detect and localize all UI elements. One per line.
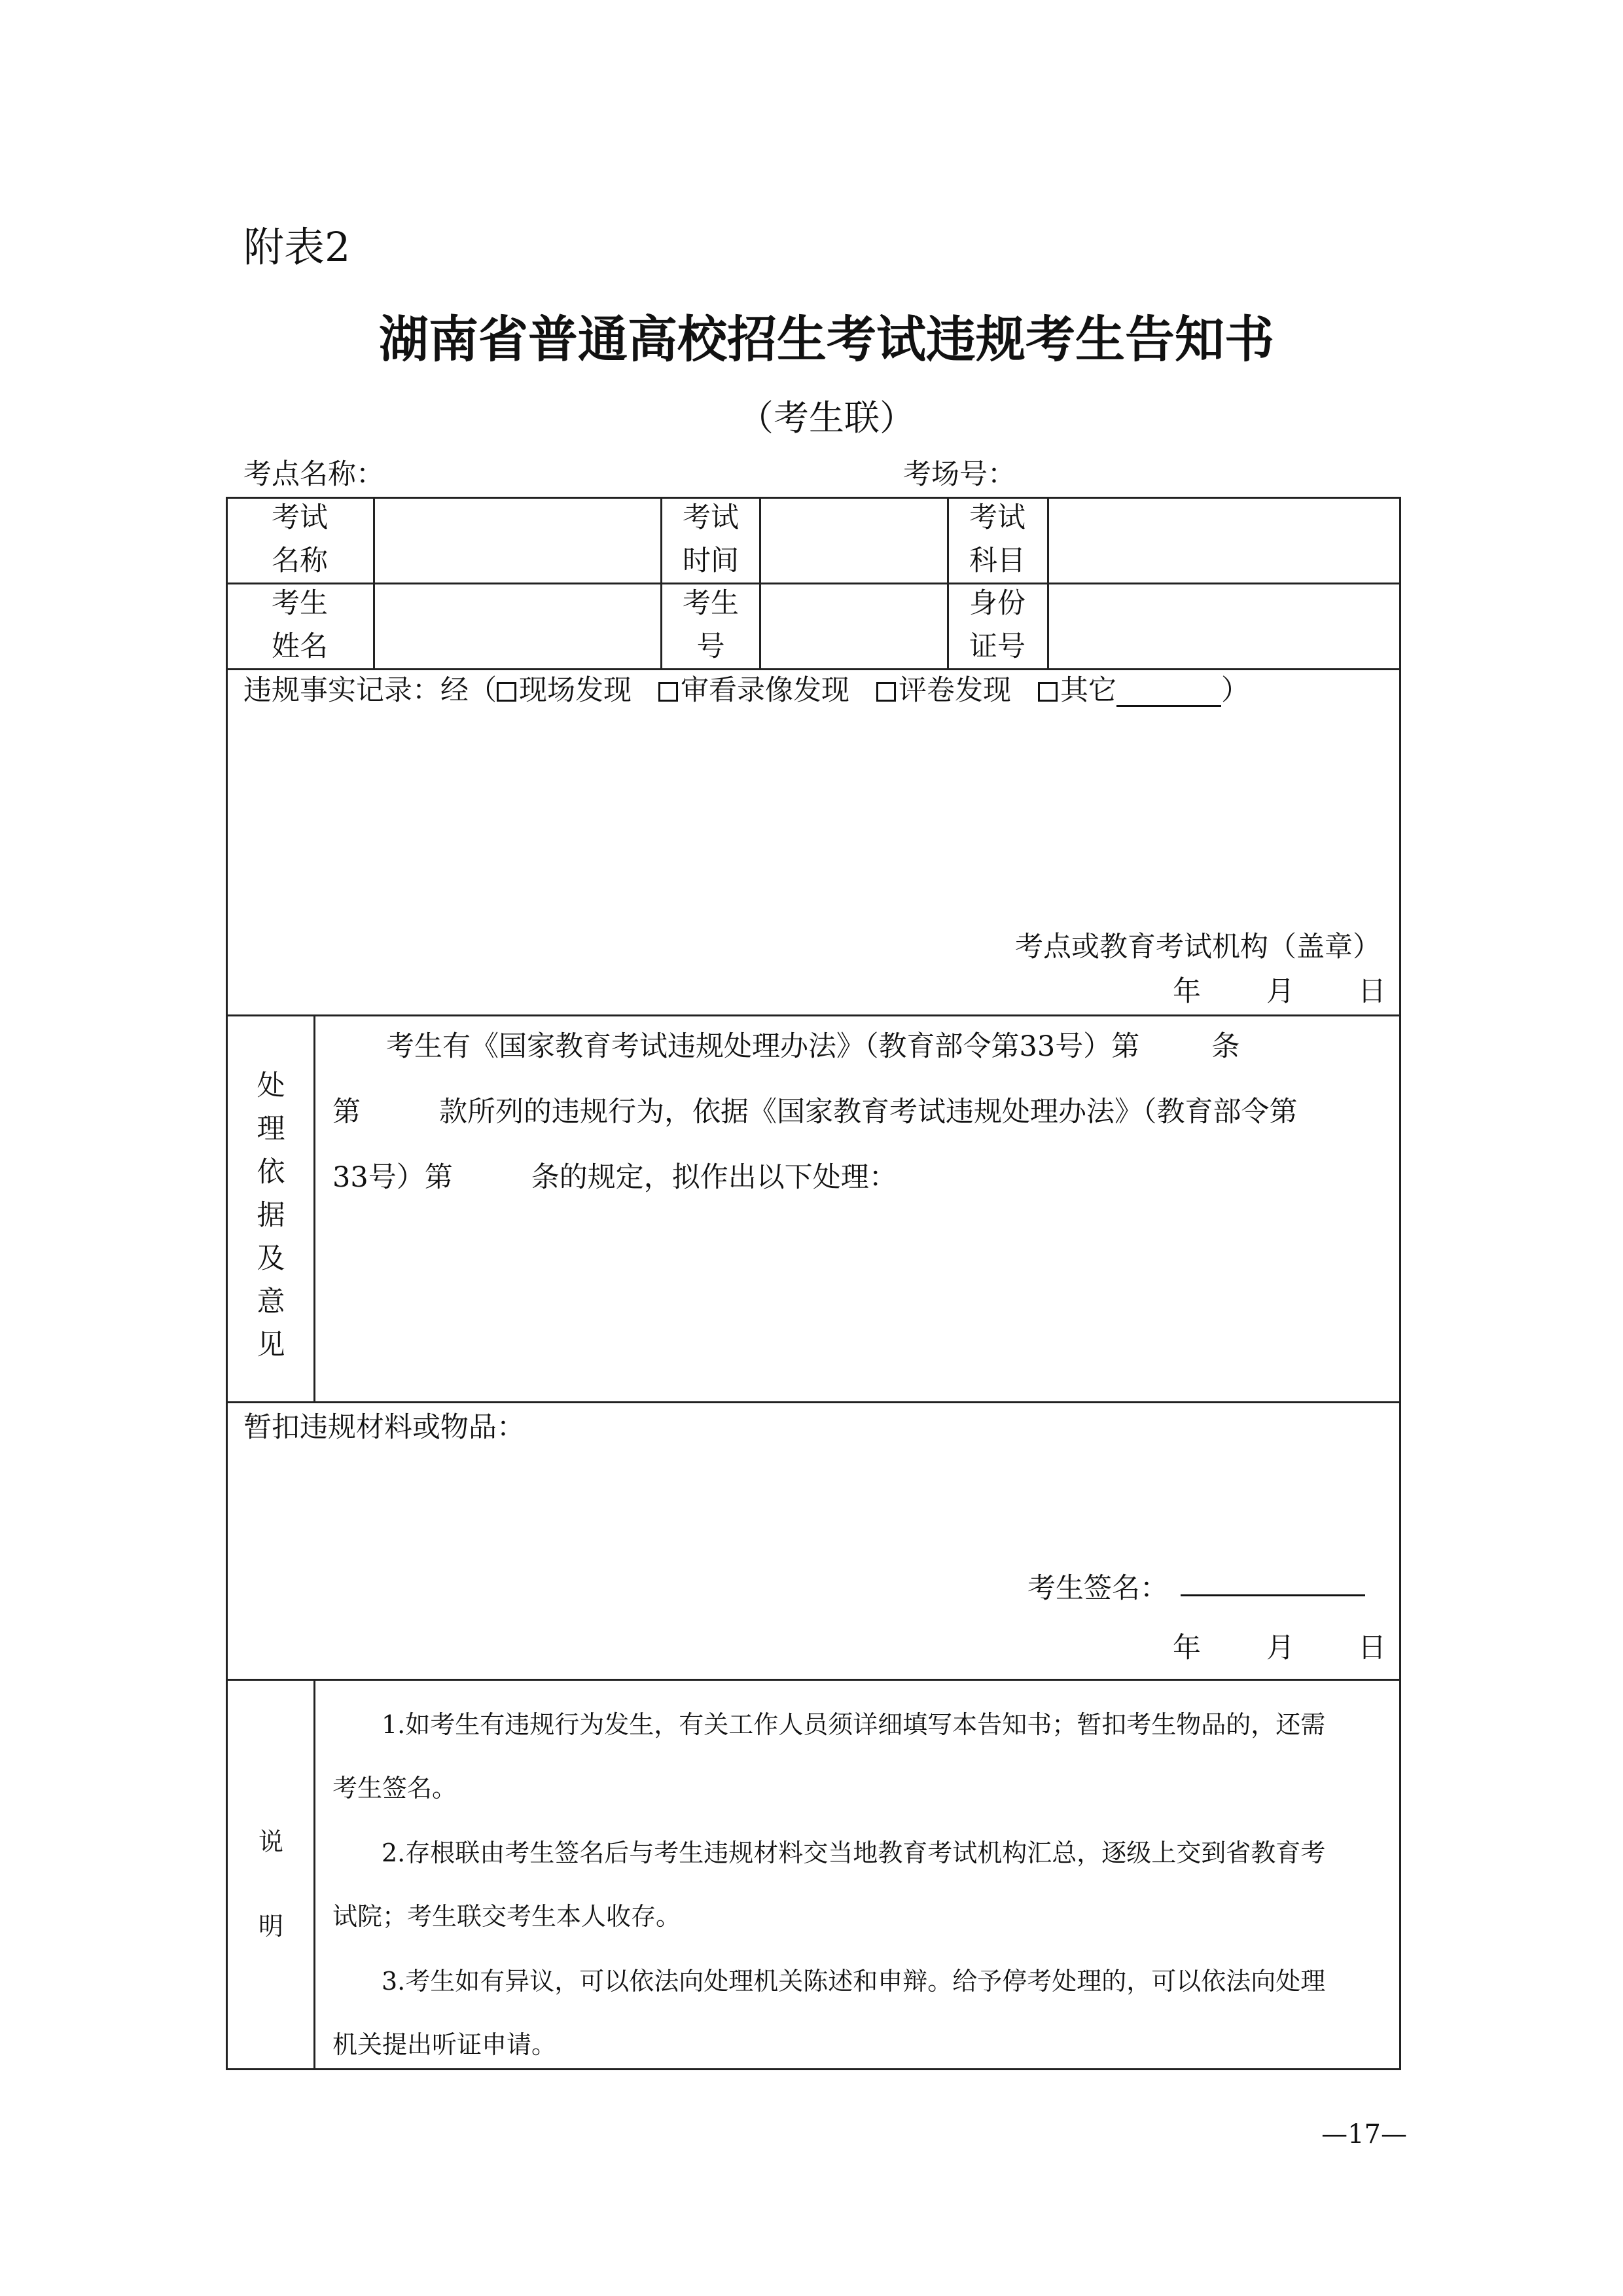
note-line: 1.如考生有违规行为发生，有关工作人员须详细填写本告知书；暂扣考生物品的，还需 (382, 1710, 1326, 1739)
processing-line-1: 考生有《国家教育考试违规处理办法》（教育部令第33号）第 条 (386, 1030, 1240, 1063)
date-month: 月 (1266, 975, 1294, 1008)
notes-side-label: 说 (258, 1827, 283, 1856)
processing-line-2: 第 款所列的违规行为，依据《国家教育考试违规处理办法》（教育部令第 (332, 1096, 1298, 1128)
date-year: 年 (1173, 975, 1201, 1008)
note-line: 机关提出听证申请。 (332, 2030, 557, 2059)
date-day: 日 (1358, 975, 1386, 1008)
exam-site-label: 考点名称： (243, 458, 384, 491)
appendix-label: 附表2 (243, 223, 351, 271)
label-student-number: 考生 号 (683, 587, 739, 663)
label-id-number: 身份 证号 (969, 587, 1026, 663)
notes-side-label: 明 (258, 1912, 283, 1941)
exam-room-label: 考场号： (903, 458, 1016, 491)
signature-label: 考生签名： (1027, 1572, 1168, 1605)
label-exam-subject: 考试 科目 (969, 501, 1026, 577)
checkbox-other[interactable] (1038, 682, 1058, 702)
stamp-label: 考点或教育考试机构（盖章） (1015, 931, 1381, 963)
label-exam-time: 考试 时间 (683, 501, 739, 577)
subtitle: （考生联） (738, 397, 915, 439)
date-month: 月 (1266, 1632, 1294, 1664)
note-line: 考生签名。 (332, 1774, 457, 1803)
withheld-items-label: 暂扣违规材料或物品： (243, 1411, 525, 1444)
label-exam-name: 考试 名称 (272, 501, 328, 577)
page-title: 湖南省普通高校招生考试违规考生告知书 (379, 310, 1274, 368)
label-student-name: 考生 姓名 (272, 587, 328, 663)
page-number: —17— (1321, 2119, 1407, 2149)
checkbox-marking[interactable] (876, 682, 896, 702)
violation-record-line: 违规事实记录：经（ 现场发现 审看录像发现 评卷发现 其它 ） (243, 674, 1250, 707)
signature-line[interactable] (1181, 1594, 1365, 1596)
processing-line-3: 33号）第 条的规定，拟作出以下处理： (332, 1161, 897, 1194)
date-day: 日 (1358, 1632, 1386, 1664)
note-line: 3.考生如有异议，可以依法向处理机关陈述和申辩。给予停考处理的，可以依法向处理 (382, 1967, 1326, 1996)
date-year: 年 (1173, 1632, 1201, 1664)
note-line: 2.存根联由考生签名后与考生违规材料交当地教育考试机构汇总，逐级上交到省教育考 (382, 1839, 1326, 1867)
checkbox-onsite[interactable] (497, 682, 516, 702)
checkbox-video-review[interactable] (658, 682, 678, 702)
note-line: 试院；考生联交考生本人收存。 (332, 1902, 681, 1931)
